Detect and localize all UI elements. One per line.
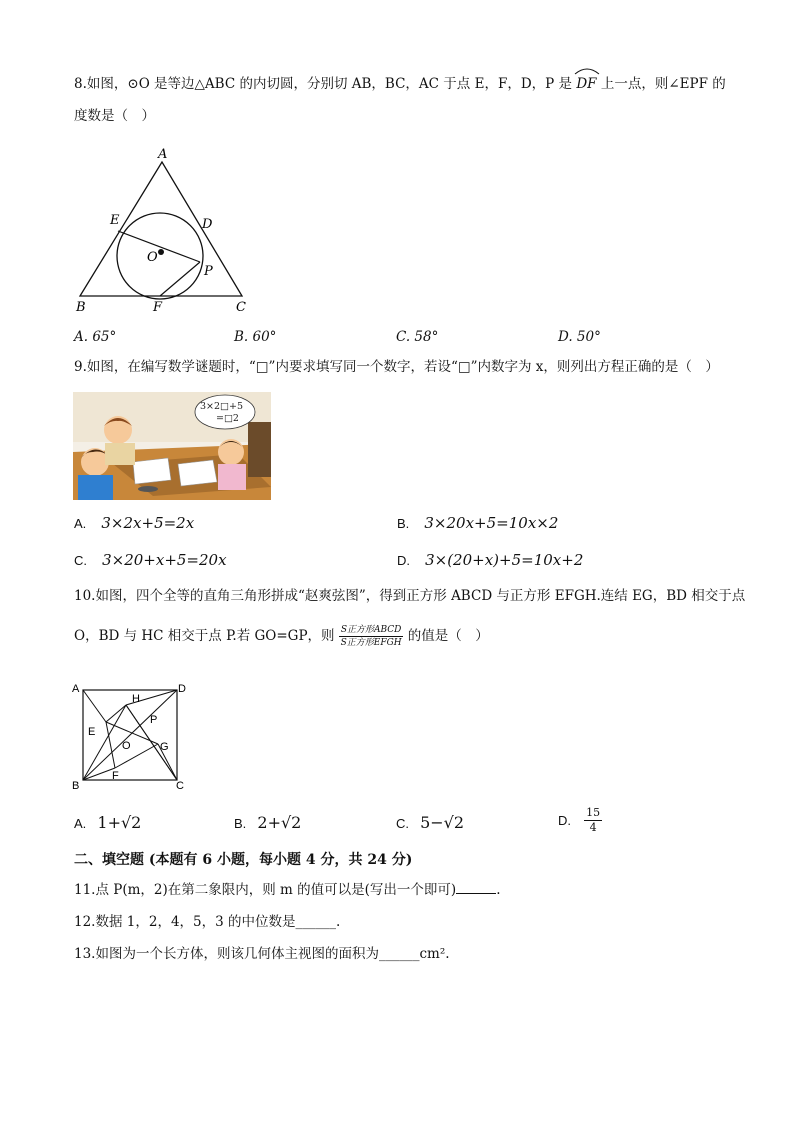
label-p: P bbox=[150, 714, 158, 726]
q10-option-b[interactable]: B. 2+√2 bbox=[234, 813, 302, 832]
label-e: E bbox=[88, 726, 96, 738]
label-f: F bbox=[153, 300, 163, 315]
segment-ep bbox=[118, 231, 200, 262]
label-f: F bbox=[112, 770, 119, 782]
q9-option-c[interactable]: C. 3×20+x+5=20x bbox=[74, 551, 227, 569]
q8-option-c[interactable]: C. 58° bbox=[396, 329, 439, 345]
triangle-abc bbox=[80, 162, 242, 296]
q8-option-b[interactable]: B. 60° bbox=[234, 329, 277, 345]
incircle bbox=[117, 213, 203, 299]
q9-stem: 9.如图，在编写数学谜题时，“□”内要求填写同一个数字，若设“□”内数字为 x，则列出方程正确的是（ ） bbox=[74, 359, 719, 375]
q9-option-d[interactable]: D. 3×(20+x)+5=10x+2 bbox=[397, 551, 584, 569]
q10-figure bbox=[68, 680, 198, 795]
q8-figure bbox=[70, 144, 260, 319]
label-c: C bbox=[236, 300, 246, 315]
segment-fp bbox=[160, 262, 200, 296]
q8-option-a[interactable]: A. 65° bbox=[74, 329, 117, 345]
q8-stem-line2: 度数是（ ） bbox=[74, 108, 155, 124]
q10-stem-line2: O，BD 与 HC 相交于点 P.若 GO=GP，则 $\frac{\text{S正方形ABCD}}{\text{S正方形EFGH}}$ 的值是（ ） bbox=[74, 625, 489, 648]
label-h: H bbox=[132, 693, 140, 705]
fraction-15-4: $\frac{15}{4}$ bbox=[586, 806, 601, 834]
label-b: B bbox=[76, 300, 86, 315]
q10-option-d[interactable]: D. $\frac{15}{4}$ bbox=[558, 806, 601, 834]
q9-option-a[interactable]: A. 3×2x+5=2x bbox=[74, 514, 195, 532]
q10-option-a[interactable]: A. 1+√2 bbox=[74, 813, 142, 832]
label-o: O bbox=[122, 740, 131, 752]
label-a: A bbox=[72, 683, 80, 695]
answer-blank[interactable] bbox=[456, 880, 496, 894]
q13: 13.如图为一个长方体，则该几何体主视图的面积为______cm². bbox=[74, 946, 450, 962]
label-c: C bbox=[176, 780, 184, 792]
q8-stem-end: 上一点，则∠EPF 的 bbox=[600, 76, 726, 92]
q9-option-b[interactable]: B. 3×20x+5=10x×2 bbox=[397, 514, 559, 532]
q10-stem-line1: 10.如图，四个全等的直角三角形拼成“赵爽弦图”，得到正方形 ABCD 与正方形 EFGH.连结 EG，BD 相交于点 bbox=[74, 588, 746, 604]
q11: 11.点 P(m，2)在第二象限内，则 m 的值可以是(写出一个即可) . bbox=[74, 882, 501, 898]
label-p: P bbox=[204, 264, 213, 279]
paper-icon bbox=[178, 460, 217, 486]
label-d: D bbox=[202, 217, 213, 232]
center-dot bbox=[158, 249, 164, 255]
q12: 12.数据 1，2，4，5，3 的中位数是______. bbox=[74, 914, 341, 930]
student-head-icon bbox=[218, 439, 244, 465]
bubble-text-line1: 3×2□+5 bbox=[200, 401, 244, 412]
label-d: D bbox=[178, 683, 186, 695]
q8-option-d[interactable]: D. 50° bbox=[558, 329, 601, 345]
q8-stem-line1 bbox=[74, 70, 726, 94]
label-b: B bbox=[72, 780, 80, 792]
q8-stem-text: 8.如图，⊙O 是等边△ABC 的内切圆，分别切 AB，BC，AC 于点 E，F，D，P 是 bbox=[74, 76, 573, 92]
label-o: O bbox=[147, 250, 158, 265]
bubble-text-line2: =□2 bbox=[216, 413, 239, 424]
q10-option-c[interactable]: C. 5−√2 bbox=[396, 813, 465, 832]
paper-icon bbox=[133, 458, 171, 484]
q8-arc-label: DF bbox=[576, 70, 596, 94]
area-ratio-fraction: $\frac{\text{S正方形ABCD}}{\text{S正方形EFGH}}$ bbox=[340, 625, 402, 648]
q9-illustration bbox=[73, 392, 271, 500]
label-g: G bbox=[160, 741, 169, 753]
label-a: A bbox=[158, 147, 168, 162]
section-heading: 二、填空题 (本题有 6 小题，每小题 4 分，共 24 分) bbox=[74, 852, 413, 868]
label-e: E bbox=[110, 213, 120, 228]
arc-symbol-icon bbox=[574, 67, 600, 75]
student-head-icon bbox=[81, 448, 109, 476]
